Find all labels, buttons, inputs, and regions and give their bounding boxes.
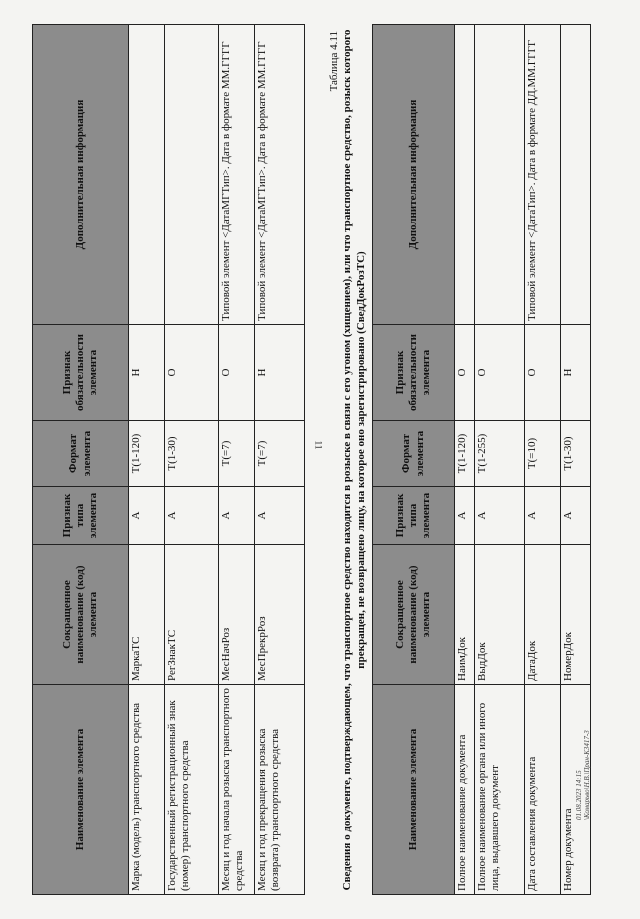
table-cell: Типовой элемент <ДатаМГТип>. Дата в формате ММ.ГГГГ (219, 24, 255, 324)
header-cell: Наименование элемента (33, 684, 129, 894)
table-cell: РегЗнакТС (165, 544, 219, 684)
table-header-row (33, 24, 129, 894)
table-cell: Дата составления документа (525, 684, 561, 894)
table-cell: Типовой элемент <ДатаМГТип>. Дата в формате ММ.ГГГГ (255, 24, 305, 324)
table-cell (475, 24, 525, 324)
table-cell: Полное наименование органа или иного лица, выдавшего документ (475, 684, 525, 894)
table-caption (328, 25, 369, 895)
table-cell: А (455, 486, 475, 544)
table-cell: T(=10) (525, 420, 561, 486)
table-cell: T(1-30) (165, 420, 219, 486)
table-row (129, 24, 165, 894)
table-title: Сведения о документе, подтверждающем, что транспортное средство находится в розыске в связи с его угоном (хищением), или что транспортное средство, розыск которого прекращен, не возвращено лицу, на которое оно зарегистрировано (СведДокРозТС) (341, 29, 367, 890)
table-cell: МесПрекрРоз (255, 544, 305, 684)
table-cell: T(1-30) (561, 420, 591, 486)
table-cell: МаркаТС (129, 544, 165, 684)
table-number: Таблица 4.11 (328, 30, 340, 91)
table-cell: НаимДок (455, 544, 475, 684)
table-cell: Месяц и год начала розыска транспортного средства (219, 684, 255, 894)
table-cell: Типовой элемент <ДатаТип>. Дата в формате ДД.ММ.ГГГГ (525, 24, 561, 324)
table-cell: Н (129, 324, 165, 420)
header-cell: Сокращенное наименование (код) элемента (33, 544, 129, 684)
table-cell: А (255, 486, 305, 544)
table-cell (561, 24, 591, 324)
table-cell: А (475, 486, 525, 544)
table-cell: T(1-120) (455, 420, 475, 486)
page-number: 11 (313, 440, 324, 450)
table-row (219, 24, 255, 894)
table-row (165, 24, 219, 894)
table-cell: О (525, 324, 561, 420)
table-cell: Номер документа (561, 684, 591, 894)
table-cell: Государственный регистрационный знак (номер) транспортного средства (165, 684, 219, 894)
table-cell: НомерДок (561, 544, 591, 684)
table-header-row (373, 24, 455, 894)
table-row (525, 24, 561, 894)
header-cell: Дополнительная информация (33, 24, 129, 324)
table-cell: T(=7) (255, 420, 305, 486)
table-row (255, 24, 305, 894)
table-cell (129, 24, 165, 324)
table-row (455, 24, 475, 894)
table-cell: О (219, 324, 255, 420)
table-cell: О (475, 324, 525, 420)
header-cell: Признак обязательности элемента (33, 324, 129, 420)
print-stamp (575, 730, 592, 820)
header-cell: Признак типа элемента (373, 486, 455, 544)
stamp-line: 01.08.2023 14:15 (575, 770, 583, 820)
table-cell: Полное наименование документа (455, 684, 475, 894)
table-cell (455, 24, 475, 324)
table-cell: Марка (модель) транспортного средства (129, 684, 165, 894)
table-cell: ДатаДок (525, 544, 561, 684)
table-cell: О (455, 324, 475, 420)
header-cell: Формат элемента (373, 420, 455, 486)
table-cell: А (165, 486, 219, 544)
table-cell: ВыдДок (475, 544, 525, 684)
header-cell: Дополнительная информация (373, 24, 455, 324)
table-cell: T(1-255) (475, 420, 525, 486)
table-cell: А (525, 486, 561, 544)
table-cell: T(1-120) (129, 420, 165, 486)
table-cell: А (219, 486, 255, 544)
table-2 (372, 24, 591, 895)
header-cell: Формат элемента (33, 420, 129, 486)
table-cell: Н (561, 324, 591, 420)
table-cell: А (561, 486, 591, 544)
header-cell: Признак типа элемента (33, 486, 129, 544)
table-1 (32, 24, 305, 895)
rotated-content (20, 25, 620, 895)
header-cell: Признак обязательности элемента (373, 324, 455, 420)
table-cell (165, 24, 219, 324)
table-row (475, 24, 525, 894)
table-cell: T(=7) (219, 420, 255, 486)
table-cell: А (129, 486, 165, 544)
table-cell: Н (255, 324, 305, 420)
stamp-line: \Комарьво\Н.В.\Пран-К3417-3 (583, 730, 592, 820)
table-cell: МесНачРоз (219, 544, 255, 684)
table-cell: О (165, 324, 219, 420)
header-cell: Сокращенное наименование (код) элемента (373, 544, 455, 684)
header-cell: Наименование элемента (373, 684, 455, 894)
table-cell: Месяц и год прекращения розыска (возврата) транспортного средства (255, 684, 305, 894)
